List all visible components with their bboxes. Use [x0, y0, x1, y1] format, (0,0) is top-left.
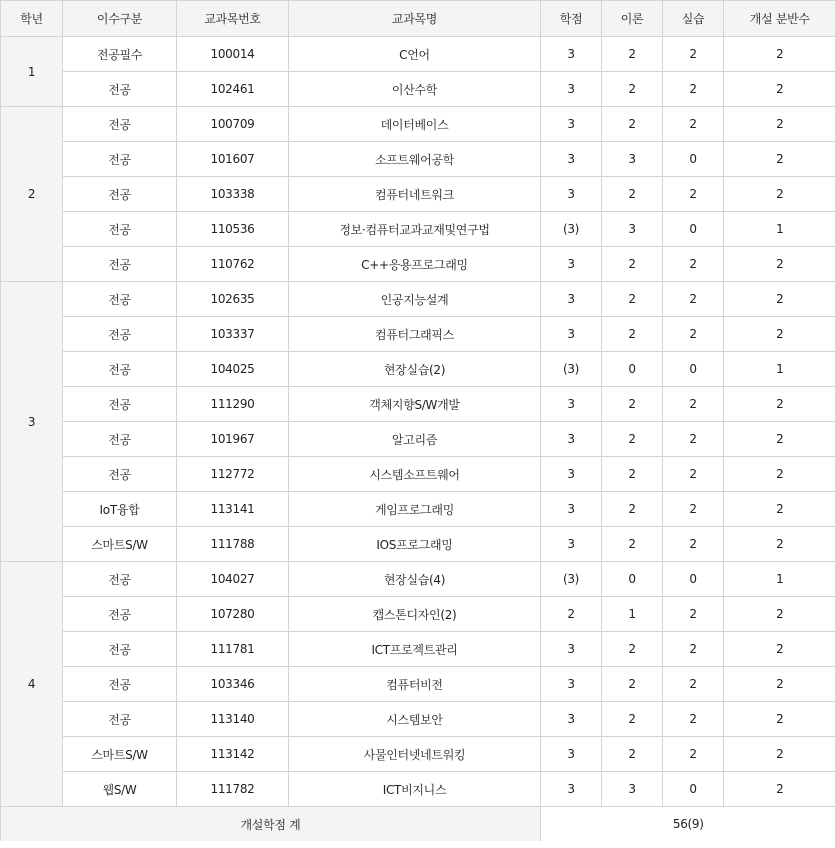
grade-cell: 1: [1, 37, 63, 107]
course-code-cell: 111781: [177, 632, 289, 667]
credits-cell: 3: [541, 492, 602, 527]
credits-cell: 3: [541, 72, 602, 107]
practice-cell: 2: [663, 37, 724, 72]
theory-cell: 2: [602, 387, 663, 422]
category-cell: 전공필수: [63, 37, 177, 72]
course-name-cell: ICT프로젝트관리: [289, 632, 541, 667]
course-code-cell: 100014: [177, 37, 289, 72]
theory-cell: 2: [602, 632, 663, 667]
table-row: [1, 562, 835, 597]
category-cell: 전공: [63, 317, 177, 352]
theory-cell: 3: [602, 212, 663, 247]
sections-cell: 2: [724, 37, 835, 72]
credits-cell: 3: [541, 457, 602, 492]
course-name-cell: 현장실습(2): [289, 352, 541, 387]
practice-cell: 2: [663, 632, 724, 667]
credits-cell: 3: [541, 37, 602, 72]
course-name-cell: 컴퓨터비전: [289, 667, 541, 702]
category-cell: 전공: [63, 212, 177, 247]
practice-cell: 2: [663, 667, 724, 702]
table-row: [1, 527, 835, 562]
table-row: [1, 702, 835, 737]
sections-cell: 2: [724, 597, 835, 632]
practice-cell: 2: [663, 282, 724, 317]
category-cell: 전공: [63, 597, 177, 632]
course-code-cell: 112772: [177, 457, 289, 492]
category-cell: 전공: [63, 667, 177, 702]
sections-cell: 2: [724, 632, 835, 667]
credits-cell: 3: [541, 702, 602, 737]
sections-cell: 1: [724, 212, 835, 247]
category-cell: 스마트S/W: [63, 737, 177, 772]
sections-cell: 2: [724, 317, 835, 352]
table-row: [1, 282, 835, 317]
practice-cell: 2: [663, 107, 724, 142]
sections-cell: 1: [724, 352, 835, 387]
practice-cell: 2: [663, 597, 724, 632]
credits-cell: (3): [541, 212, 602, 247]
theory-cell: 2: [602, 527, 663, 562]
sections-cell: 2: [724, 667, 835, 702]
theory-cell: 2: [602, 317, 663, 352]
course-name-cell: 객체지향S/W개발: [289, 387, 541, 422]
credits-cell: (3): [541, 352, 602, 387]
table-row: [1, 212, 835, 247]
table-row: [1, 142, 835, 177]
credits-cell: 3: [541, 527, 602, 562]
category-cell: 전공: [63, 282, 177, 317]
table-footer: [1, 807, 835, 842]
header-theory: 이론: [602, 1, 663, 37]
sections-cell: 1: [724, 562, 835, 597]
sections-cell: 2: [724, 492, 835, 527]
table-row: [1, 772, 835, 807]
course-name-cell: 사물인터넷네트워킹: [289, 737, 541, 772]
course-code-cell: 103346: [177, 667, 289, 702]
category-cell: 전공: [63, 177, 177, 212]
course-name-cell: C언어: [289, 37, 541, 72]
course-name-cell: 시스템보안: [289, 702, 541, 737]
course-name-cell: 현장실습(4): [289, 562, 541, 597]
course-name-cell: 알고리즘: [289, 422, 541, 457]
practice-cell: 0: [663, 352, 724, 387]
header-row: [1, 1, 835, 37]
theory-cell: 2: [602, 177, 663, 212]
table-row: [1, 597, 835, 632]
theory-cell: 3: [602, 772, 663, 807]
category-cell: IoT융합: [63, 492, 177, 527]
table-header: [1, 1, 835, 37]
theory-cell: 2: [602, 667, 663, 702]
table-row: [1, 492, 835, 527]
category-cell: 전공: [63, 72, 177, 107]
theory-cell: 2: [602, 457, 663, 492]
total-credits-label: 개설학점 계: [1, 807, 541, 842]
category-cell: 전공: [63, 142, 177, 177]
course-code-cell: 111290: [177, 387, 289, 422]
sections-cell: 2: [724, 772, 835, 807]
course-code-cell: 110536: [177, 212, 289, 247]
credits-cell: 3: [541, 177, 602, 212]
table-row: [1, 737, 835, 772]
course-code-cell: 103338: [177, 177, 289, 212]
practice-cell: 2: [663, 317, 724, 352]
practice-cell: 0: [663, 212, 724, 247]
course-name-cell: 소프트웨어공학: [289, 142, 541, 177]
course-name-cell: 캡스톤디자인(2): [289, 597, 541, 632]
theory-cell: 0: [602, 352, 663, 387]
header-course-name: 교과목명: [289, 1, 541, 37]
practice-cell: 2: [663, 177, 724, 212]
practice-cell: 2: [663, 387, 724, 422]
sections-cell: 2: [724, 387, 835, 422]
theory-cell: 2: [602, 72, 663, 107]
course-name-cell: 시스템소프트웨어: [289, 457, 541, 492]
course-name-cell: 게임프로그래밍: [289, 492, 541, 527]
practice-cell: 2: [663, 737, 724, 772]
practice-cell: 2: [663, 247, 724, 282]
header-grade: 학년: [1, 1, 63, 37]
credits-cell: 3: [541, 422, 602, 457]
credits-cell: 3: [541, 387, 602, 422]
table-row: [1, 107, 835, 142]
course-code-cell: 104025: [177, 352, 289, 387]
credits-cell: 3: [541, 247, 602, 282]
table-row: [1, 422, 835, 457]
theory-cell: 2: [602, 492, 663, 527]
course-code-cell: 101607: [177, 142, 289, 177]
sections-cell: 2: [724, 422, 835, 457]
table-row: [1, 247, 835, 282]
practice-cell: 2: [663, 527, 724, 562]
category-cell: 전공: [63, 387, 177, 422]
header-credits: 학점: [541, 1, 602, 37]
practice-cell: 2: [663, 72, 724, 107]
sections-cell: 2: [724, 107, 835, 142]
course-name-cell: 컴퓨터네트워크: [289, 177, 541, 212]
header-sections: 개설 분반수: [724, 1, 835, 37]
course-code-cell: 111782: [177, 772, 289, 807]
category-cell: 전공: [63, 702, 177, 737]
grade-cell: 3: [1, 282, 63, 562]
theory-cell: 2: [602, 37, 663, 72]
category-cell: 웹S/W: [63, 772, 177, 807]
category-cell: 전공: [63, 422, 177, 457]
table-row: [1, 632, 835, 667]
practice-cell: 0: [663, 562, 724, 597]
table-row: [1, 457, 835, 492]
header-course-code: 교과목번호: [177, 1, 289, 37]
theory-cell: 3: [602, 142, 663, 177]
course-name-cell: 인공지능설계: [289, 282, 541, 317]
theory-cell: 2: [602, 107, 663, 142]
table-row: [1, 37, 835, 72]
practice-cell: 0: [663, 142, 724, 177]
sections-cell: 2: [724, 247, 835, 282]
practice-cell: 2: [663, 702, 724, 737]
category-cell: 전공: [63, 352, 177, 387]
practice-cell: 2: [663, 457, 724, 492]
course-code-cell: 113140: [177, 702, 289, 737]
course-code-cell: 100709: [177, 107, 289, 142]
credits-cell: 3: [541, 142, 602, 177]
course-code-cell: 113141: [177, 492, 289, 527]
table-row: [1, 317, 835, 352]
table-row: [1, 387, 835, 422]
theory-cell: 2: [602, 737, 663, 772]
sections-cell: 2: [724, 702, 835, 737]
course-name-cell: 정보·컴퓨터교과교재및연구법: [289, 212, 541, 247]
theory-cell: 0: [602, 562, 663, 597]
course-code-cell: 104027: [177, 562, 289, 597]
theory-cell: 2: [602, 247, 663, 282]
sections-cell: 2: [724, 142, 835, 177]
category-cell: 전공: [63, 247, 177, 282]
credits-cell: 3: [541, 107, 602, 142]
grade-cell: 2: [1, 107, 63, 282]
total-row: [1, 807, 835, 842]
course-name-cell: C++응용프로그래밍: [289, 247, 541, 282]
category-cell: 전공: [63, 632, 177, 667]
table-row: [1, 667, 835, 702]
table-row: [1, 352, 835, 387]
credits-cell: 2: [541, 597, 602, 632]
course-name-cell: 이산수학: [289, 72, 541, 107]
practice-cell: 2: [663, 422, 724, 457]
credits-cell: 3: [541, 632, 602, 667]
course-name-cell: ICT비지니스: [289, 772, 541, 807]
sections-cell: 2: [724, 177, 835, 212]
course-code-cell: 113142: [177, 737, 289, 772]
theory-cell: 2: [602, 422, 663, 457]
credits-cell: 3: [541, 317, 602, 352]
sections-cell: 2: [724, 737, 835, 772]
sections-cell: 2: [724, 457, 835, 492]
theory-cell: 2: [602, 282, 663, 317]
total-credits-value: 56(9): [541, 807, 835, 842]
course-code-cell: 110762: [177, 247, 289, 282]
sections-cell: 2: [724, 282, 835, 317]
table-row: [1, 72, 835, 107]
theory-cell: 1: [602, 597, 663, 632]
course-name-cell: 컴퓨터그래픽스: [289, 317, 541, 352]
course-code-cell: 107280: [177, 597, 289, 632]
course-code-cell: 102635: [177, 282, 289, 317]
credits-cell: 3: [541, 282, 602, 317]
sections-cell: 2: [724, 72, 835, 107]
course-name-cell: IOS프로그래밍: [289, 527, 541, 562]
credits-cell: (3): [541, 562, 602, 597]
category-cell: 전공: [63, 562, 177, 597]
course-code-cell: 111788: [177, 527, 289, 562]
grade-cell: 4: [1, 562, 63, 807]
table-row: [1, 177, 835, 212]
course-code-cell: 101967: [177, 422, 289, 457]
header-category: 이수구분: [63, 1, 177, 37]
practice-cell: 2: [663, 492, 724, 527]
course-name-cell: 데이터베이스: [289, 107, 541, 142]
credits-cell: 3: [541, 772, 602, 807]
theory-cell: 2: [602, 702, 663, 737]
credits-cell: 3: [541, 737, 602, 772]
category-cell: 전공: [63, 457, 177, 492]
header-practice: 실습: [663, 1, 724, 37]
sections-cell: 2: [724, 527, 835, 562]
table-body: [1, 37, 835, 807]
credits-cell: 3: [541, 667, 602, 702]
course-code-cell: 102461: [177, 72, 289, 107]
course-code-cell: 103337: [177, 317, 289, 352]
category-cell: 스마트S/W: [63, 527, 177, 562]
category-cell: 전공: [63, 107, 177, 142]
practice-cell: 0: [663, 772, 724, 807]
